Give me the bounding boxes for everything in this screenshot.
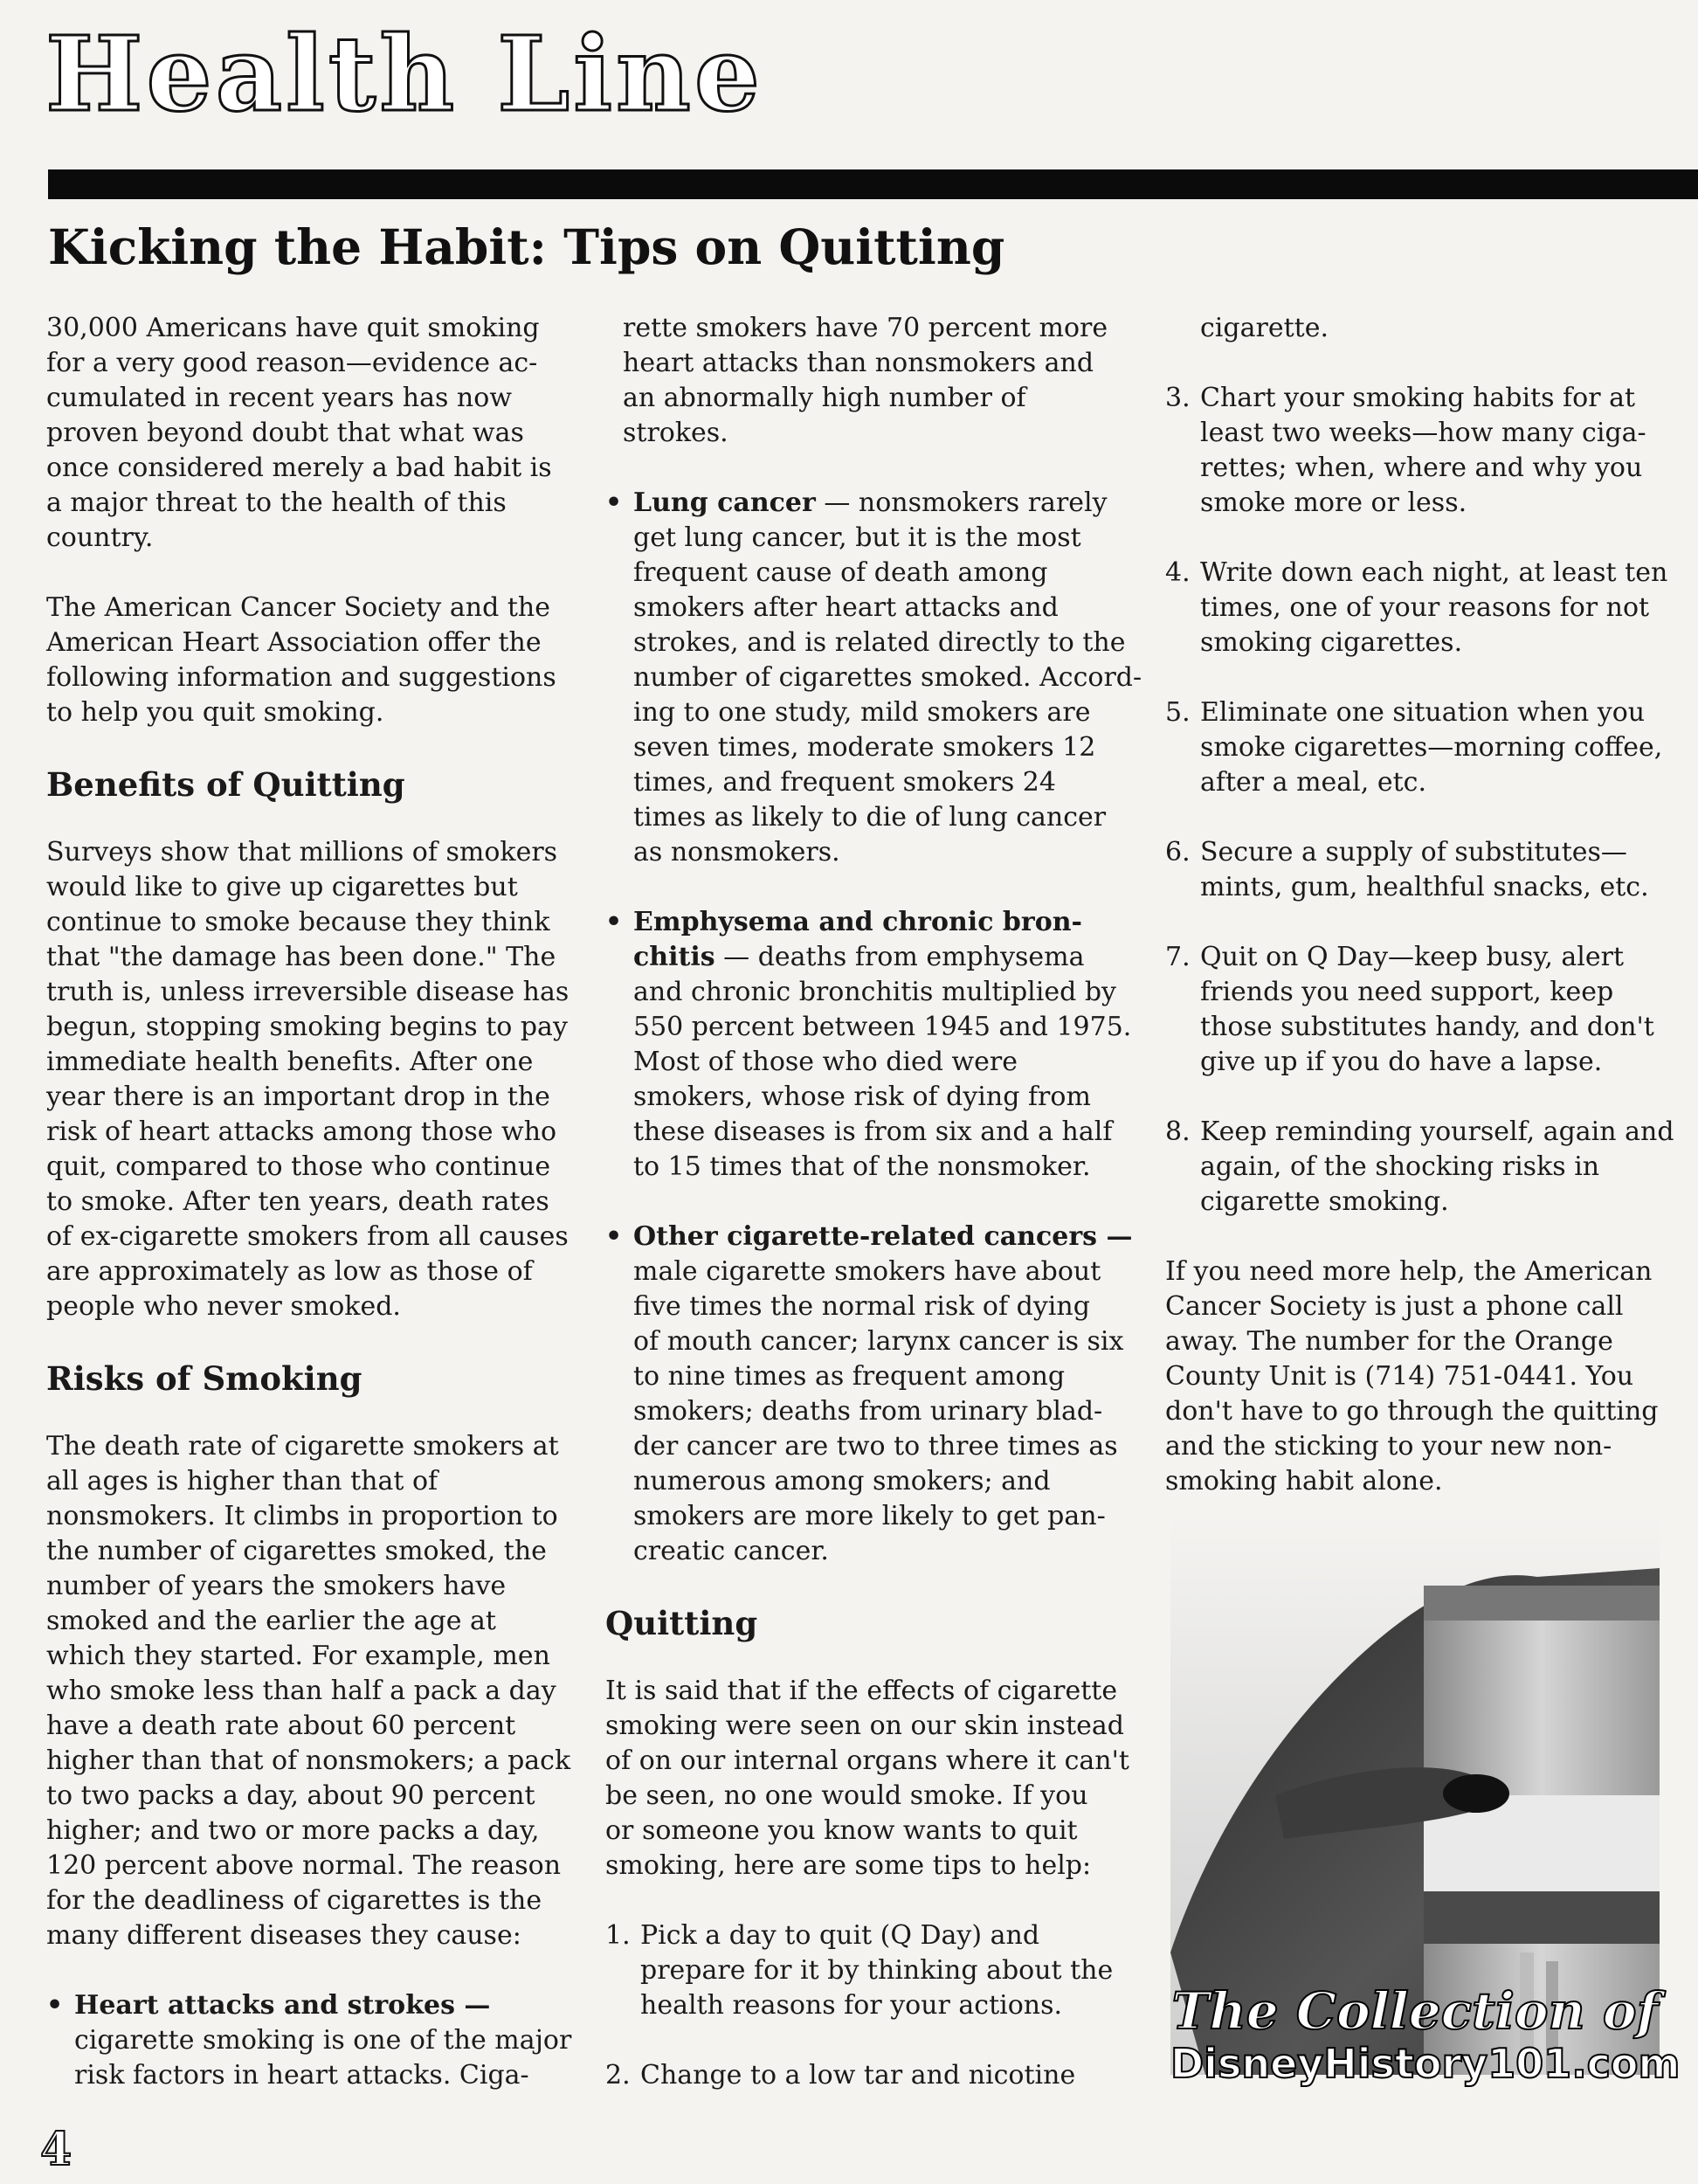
bullet-emphysema — [605, 905, 1151, 1185]
collection-watermark — [1170, 1981, 1681, 2088]
page-number: 4 — [40, 2123, 72, 2176]
tip-text: Pick a day to quit (Q Day) and prepare for it by thinking about the health reasons for your actions. — [640, 1920, 1114, 2021]
bullet-other-cancers — [605, 1220, 1151, 1569]
quitting-heading: Quitting — [605, 1604, 758, 1642]
intro-paragraph-1: 30,000 Americans have quit smoking for a very good reason—evidence ac- cumulated in recent years has now proven beyond doubt that what was once considered merely a bad habit is a major threat to the health of this country. — [46, 313, 552, 553]
risks-paragraph: The death rate of cigarette smokers at all ages is higher than that of nonsmokers. It climbs in proportion to the number of cigarettes smoked, the number of years the smokers have smoked and the earlier the age at which they started. For example, men who smoke less than half a pack a day have a death rate about 60 percent higher than that of nonsmokers; a pack to two packs a day, about 90 percent higher; and two or more packs a day, 120 percent above normal. The reason for the deadliness of cigarettes is the many different diseases they cause: — [46, 1431, 571, 1951]
watermark-line-2: DisneyHistory101.com — [1170, 2040, 1681, 2087]
tip-3 — [1165, 381, 1689, 521]
tip-8 — [1165, 1115, 1689, 1220]
tip-text: Quit on Q Day—keep busy, alert friends you need support, keep those substitutes handy, and don't give up if you do have a lapse. — [1200, 942, 1654, 1077]
tip-2 — [605, 2058, 1151, 2093]
tip-text: Chart your smoking habits for at least two weeks—how many ciga- rettes; when, where and why you smoke more or less. — [1200, 383, 1646, 518]
bullet-emphysema-text: — deaths from emphysema and chronic bronchitis multiplied by 550 percent between 1945 and 1975. Most of those who died were smokers, whose risk of dying from these diseases is from six and a half to 15 times that of the nonsmoker. — [633, 942, 1132, 1182]
tip-text: Secure a supply of substitutes— mints, gum, healthful snacks, etc. — [1200, 837, 1649, 902]
tip-number: 4. — [1165, 557, 1191, 588]
tip-number: 7. — [1165, 942, 1191, 972]
bullet-dot: • — [605, 1221, 623, 1252]
intro-paragraph-2: The American Cancer Society and the American Heart Association offer the following information and suggestions to help you quit smoking. — [46, 592, 556, 728]
quitting-paragraph: It is said that if the effects of cigarette smoking were seen on our skin instead of on our internal organs where it can't be seen, no one would smoke. If you or someone you know wants to quit smoking, here are some tips to help: — [605, 1676, 1129, 1881]
bullet-emphysema-title: Emphysema and chronic bron- chitis — [633, 907, 1082, 972]
column-2 — [605, 311, 1151, 2128]
tip-number: 2. — [605, 2060, 631, 2091]
tip-number: 8. — [1165, 1116, 1191, 1147]
bullet-lung-cancer — [605, 486, 1151, 870]
bullet-dot: • — [605, 907, 623, 937]
bullet-other-text: male cigarette smokers have about five times the normal risk of dying of mouth cancer; larynx cancer is six to nine times as frequent among smokers; deaths from urinary blad- der cancer are two to three times as numerous among smokers; and smokers are more likely to get pan- creatic cancer. — [633, 1256, 1124, 1566]
tip-number: 5. — [1165, 697, 1191, 728]
article-headline: Kicking the Habit: Tips on Quitting — [48, 218, 1005, 275]
tip-text: Write down each night, at least ten times, one of your reasons for not smoking cigarettes. — [1200, 557, 1668, 658]
closing-paragraph: If you need more help, the American Cancer Society is just a phone call away. The number for the Orange County Unit is (714) 751-0441. You don't have to go through the quitting and the sticking to your new non- smoking habit alone. — [1165, 1256, 1659, 1496]
tip-1 — [605, 1918, 1151, 2023]
tip-2-continued: cigarette. — [1200, 313, 1329, 343]
tip-5 — [1165, 695, 1689, 800]
watermark-line-1: The Collection of — [1171, 1981, 1659, 2041]
bullet-lung-title: Lung cancer — [633, 487, 816, 518]
tip-number: 6. — [1165, 837, 1191, 867]
tip-7 — [1165, 940, 1689, 1080]
column-1 — [46, 311, 579, 2128]
tip-text: Change to a low tar and nicotine — [640, 2060, 1076, 2091]
masthead-rule — [48, 169, 1698, 199]
bullet-other-title: Other cigarette-related cancers — — [633, 1221, 1133, 1252]
tip-text: Keep reminding yourself, again and again, of the shocking risks in cigarette smoking. — [1200, 1116, 1674, 1217]
column-3 — [1165, 311, 1689, 1534]
bullet-dot: • — [46, 1990, 64, 2021]
bullet-heart-attacks — [46, 1988, 579, 2093]
heart-continued: rette smokers have 70 percent more heart attacks than nonsmokers and an abnormally high number of strokes. — [623, 313, 1108, 448]
tip-text: Eliminate one situation when you smoke cigarettes—morning coffee, after a meal, etc. — [1200, 697, 1663, 798]
benefits-paragraph: Surveys show that millions of smokers would like to give up cigarettes but continue to smoke because they think that "the damage has been done." The truth is, unless irreversible disease has begun, stopping smoking begins to pay immediate health benefits. After one year there is an important drop in the risk of heart attacks among those who quit, compared to those who continue to smoke. After ten years, death rates of ex-cigarette smokers from all causes are approximately as low as those of people who never smoked. — [46, 837, 569, 1322]
bullet-lung-text: — nonsmokers rarely get lung cancer, but it is the most frequent cause of death among smokers after heart attacks and strokes, and is related directly to the number of cigarettes smoked. Accord- ing to one study, mild smokers are seven times, moderate smokers 12 times, and frequent smokers 24 times as likely to die of lung cancer as nonsmokers. — [633, 487, 1142, 867]
tip-4 — [1165, 556, 1689, 660]
bullet-dot: • — [605, 487, 623, 518]
tip-number: 1. — [605, 1920, 631, 1951]
benefits-heading: Benefits of Quitting — [46, 765, 405, 804]
bullet-heart-text: cigarette smoking is one of the major risk factors in heart attacks. Ciga- — [74, 2025, 572, 2091]
risks-heading: Risks of Smoking — [46, 1359, 362, 1398]
masthead-title: Health Line — [45, 13, 763, 135]
tip-number: 3. — [1165, 383, 1191, 413]
bullet-heart-title: Heart attacks and strokes — — [74, 1990, 491, 2021]
tip-6 — [1165, 835, 1689, 905]
